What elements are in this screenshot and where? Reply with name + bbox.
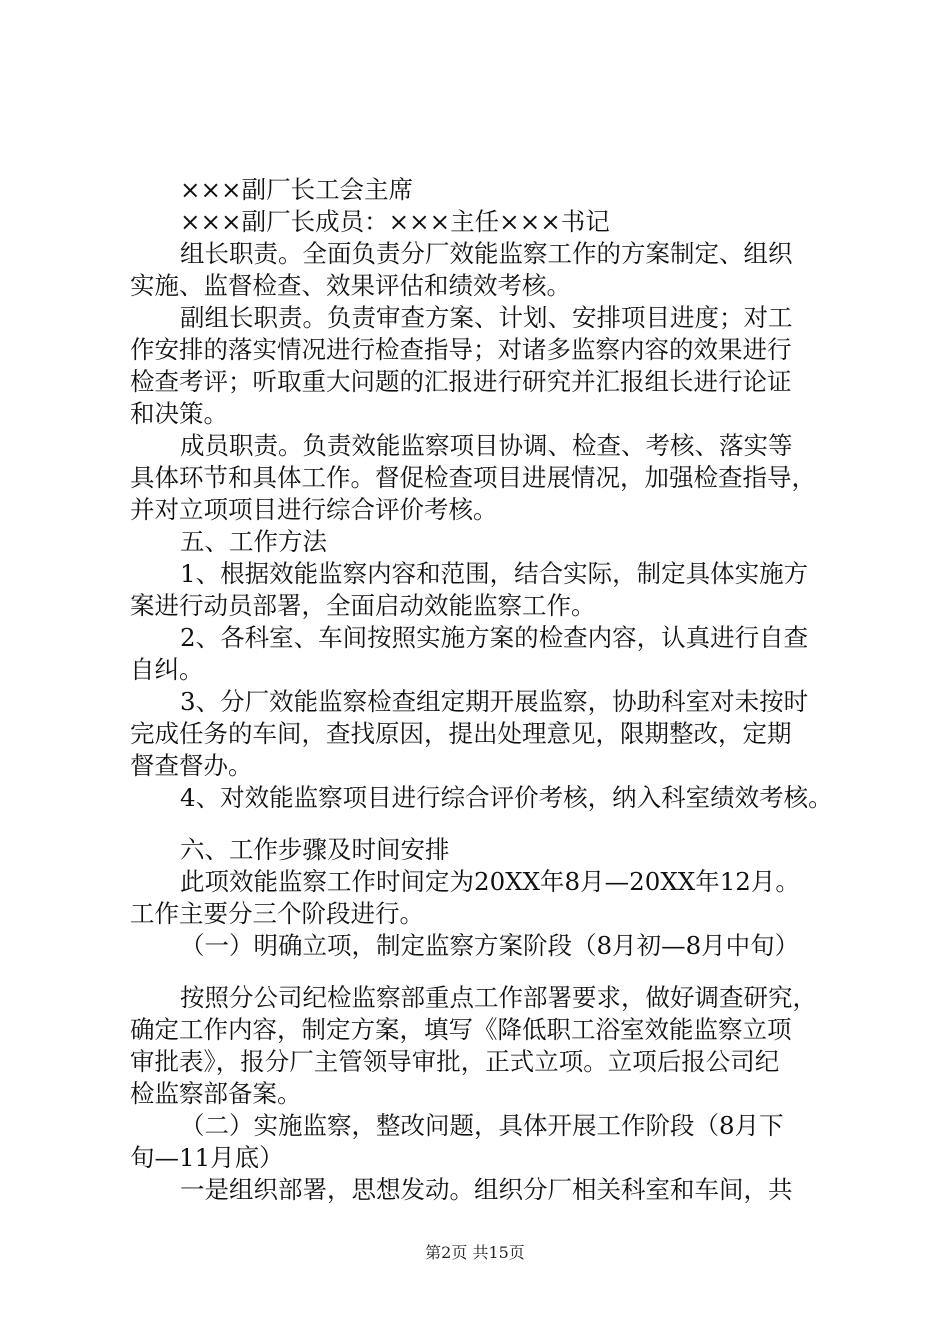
text-line: 确定工作内容，制定方案，填写《降低职工浴室效能监察立项 [130,1015,792,1044]
text-line: 实施、监督检查、效果评估和绩效考核。 [130,271,571,300]
text-line: 4、对效能监察项目进行综合评价考核，纳入科室绩效考核。 [180,783,833,812]
text-line: 完成任务的车间，查找原因，提出处理意见，限期整改，定期 [130,719,792,748]
section-heading: 六、工作步骤及时间安排 [180,835,450,864]
text-line: 作安排的落实情况进行检查指导；对诸多监察内容的效果进行 [130,335,792,364]
section-heading: 五、工作方法 [180,527,327,556]
text-line: 此项效能监察工作时间定为20XX年8月—20XX年12月。 [180,867,800,896]
text-line: 副组长职责。负责审查方案、计划、安排项目进度；对工 [180,303,793,332]
text-line: 检查考评；听取重大问题的汇报进行研究并汇报组长进行论证 [130,367,792,396]
text-line: 并对立项项目进行综合评价考核。 [130,495,498,524]
subsection-heading: （一）明确立项，制定监察方案阶段（8月初—8月中旬） [180,931,800,960]
text-line: 2、各科室、车间按照实施方案的检查内容，认真进行自查 [180,623,809,652]
text-line: 审批表》，报分厂主管领导审批，正式立项。立项后报公司纪 [130,1047,780,1076]
subsection-heading: （二）实施监察，整改问题，具体开展工作阶段（8月下 [180,1111,784,1140]
text-line: 3、分厂效能监察检查组定期开展监察，协助科室对未按时 [180,687,809,716]
text-line: ×××副厂长工会主席 [180,175,414,204]
text-line: 1、根据效能监察内容和范围，结合实际，制定具体实施方 [180,559,809,588]
text-line: 工作主要分三个阶段进行。 [130,899,424,928]
text-line: 督查督办。 [130,751,253,780]
text-line: 自纠。 [130,655,204,684]
text-line: 具体环节和具体工作。督促检查项目进展情况，加强检查指导， [130,463,816,492]
text-line: 旬—11月底） [130,1143,284,1172]
text-line: 检监察部备案。 [130,1079,302,1108]
page-number-footer: 第2页 共15页 [425,1243,525,1262]
text-line: 一是组织部署，思想发动。组织分厂相关科室和车间，共 [180,1175,793,1204]
text-line: 成员职责。负责效能监察项目协调、检查、考核、落实等 [180,431,793,460]
text-line: 和决策。 [130,399,228,428]
text-line: 组长职责。全面负责分厂效能监察工作的方案制定、组织 [180,239,793,268]
text-line: ×××副厂长成员：×××主任×××书记 [180,207,610,236]
text-line: 案进行动员部署，全面启动效能监察工作。 [130,591,596,620]
text-line: 按照分公司纪检监察部重点工作部署要求，做好调查研究， [180,983,817,1012]
